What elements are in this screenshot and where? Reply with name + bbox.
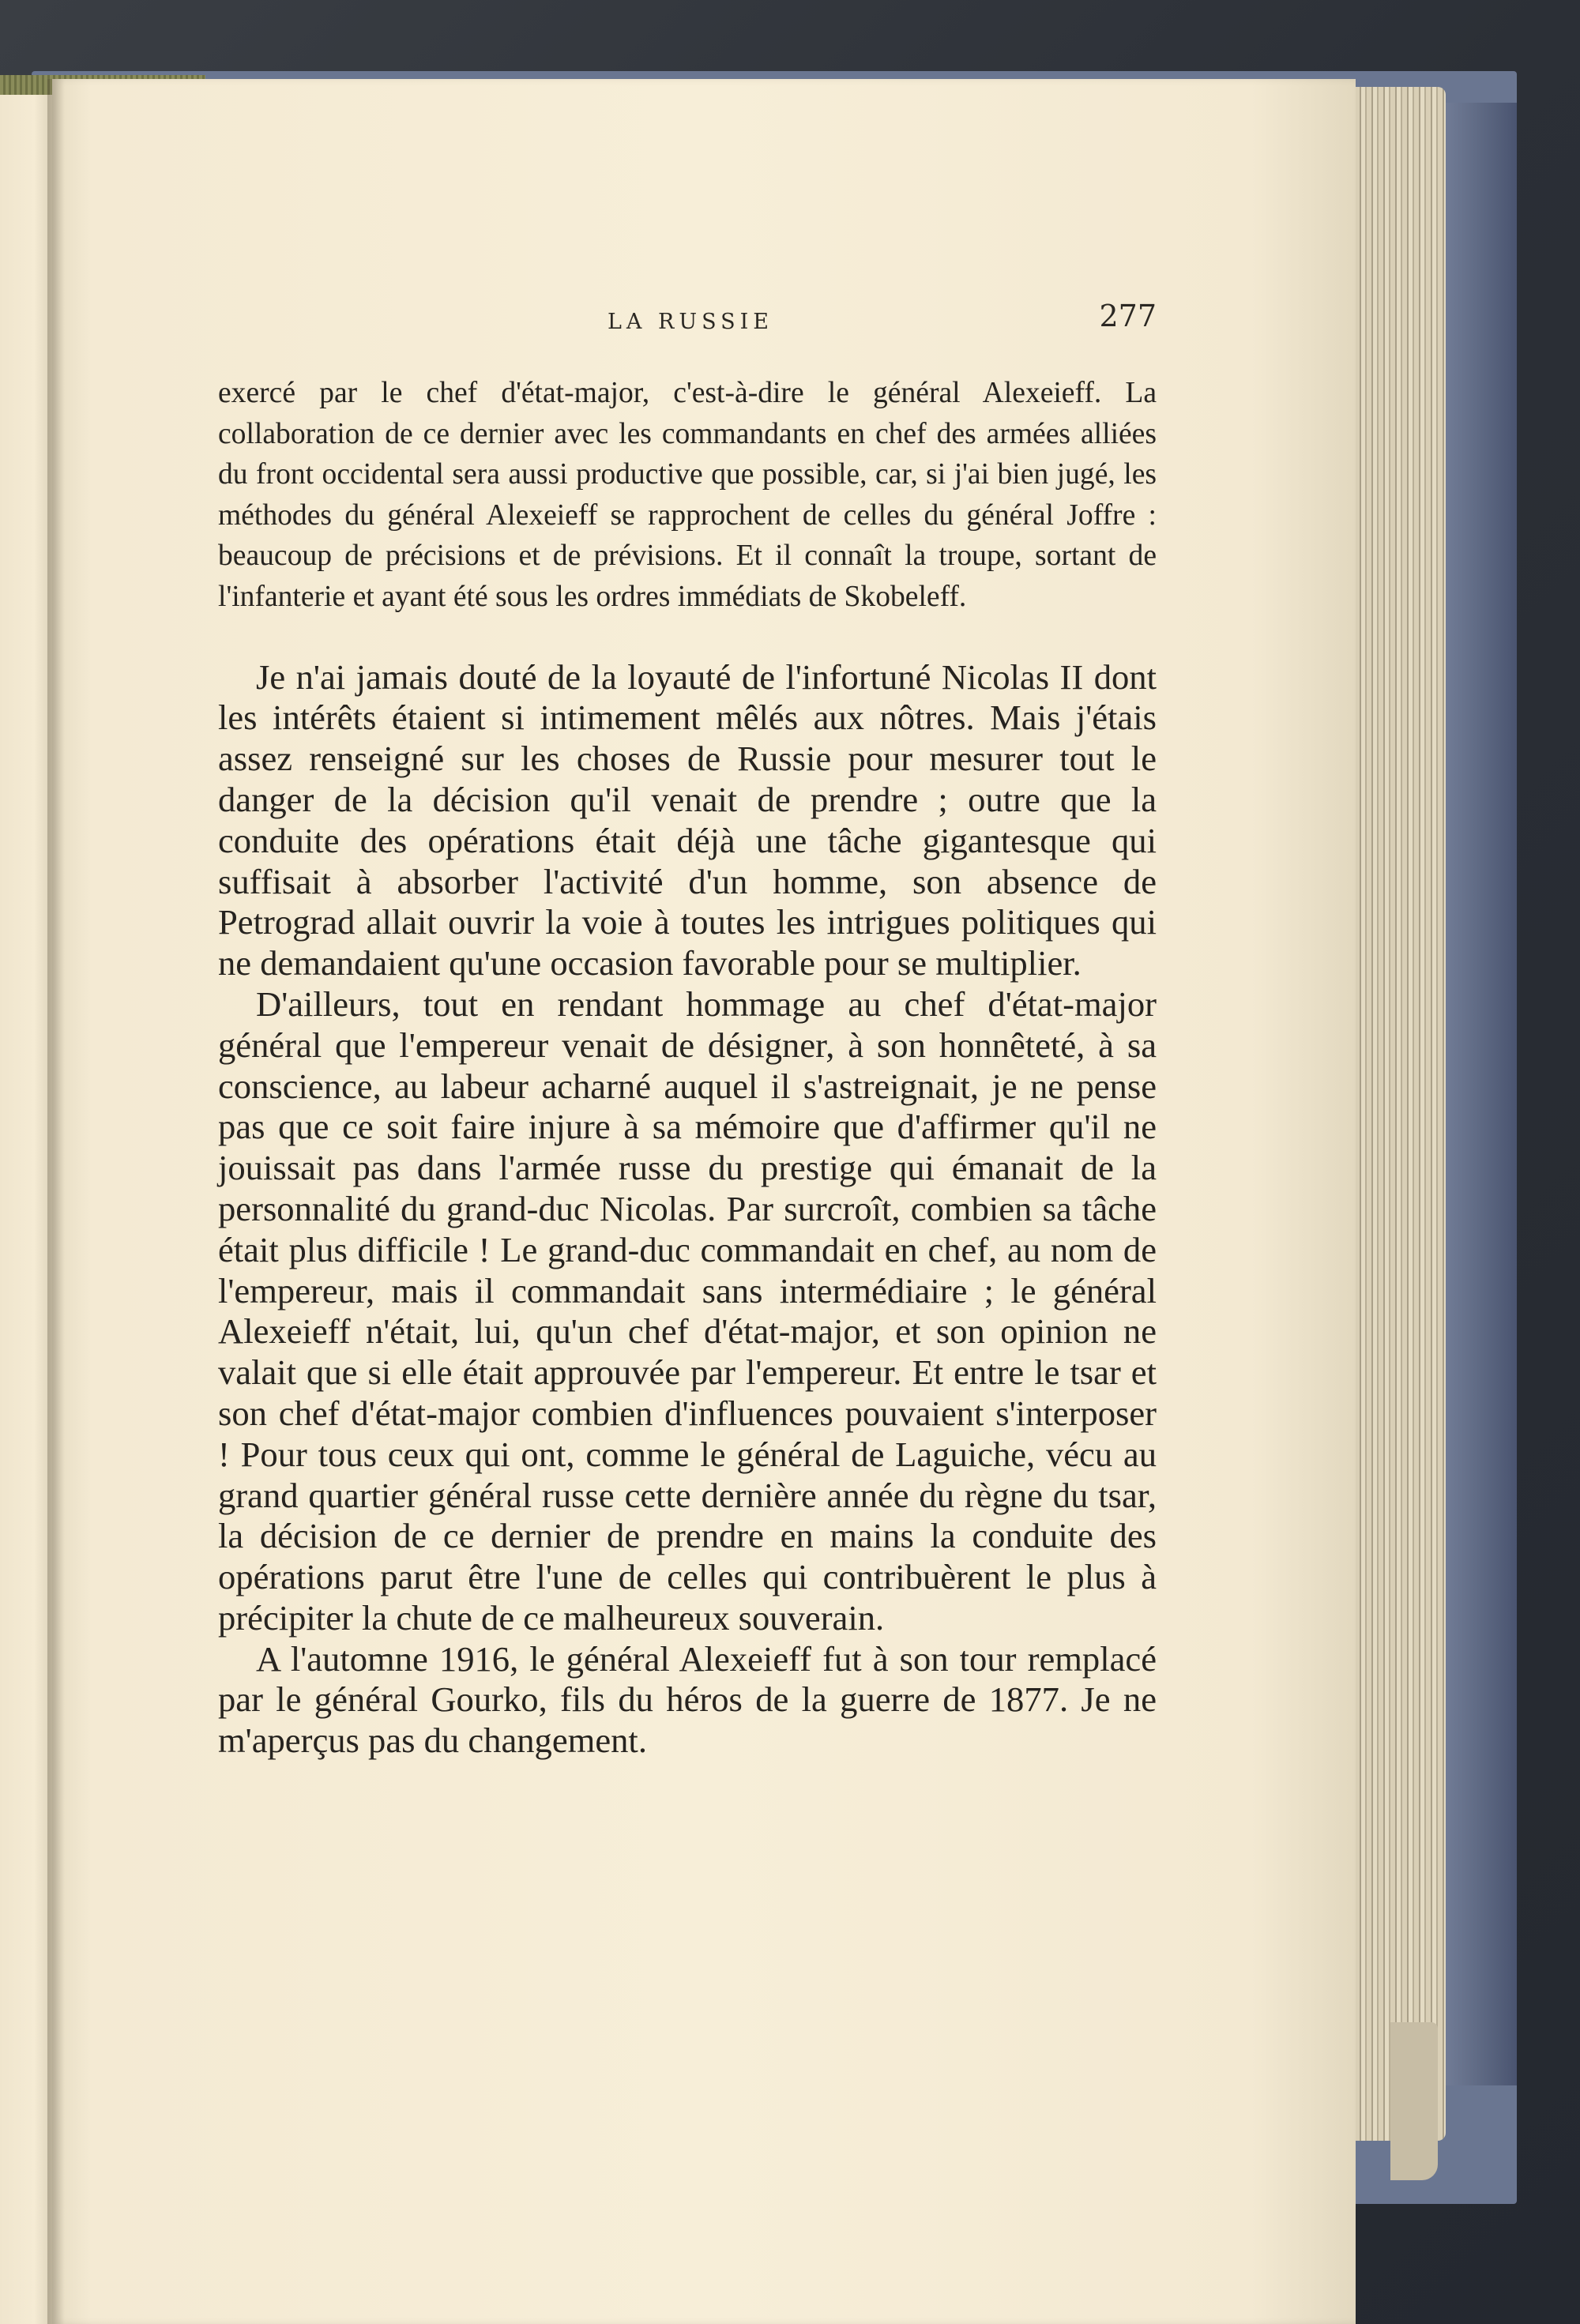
page-number: 277 — [1099, 299, 1157, 333]
paragraph: D'ailleurs, tout en rendant hommage au chef d'état-major général que l'empereur venait de désigner, à son honnêteté, à sa conscience, au labeur acharné auquel il s'astreignait, je ne pense pas que ce soit faire injure à sa mémoire que d'affirmer qu'il ne jouissait pas dans l'armée russe du prestige qui émanait de la personnalité du grand-duc Nicolas. Par surcroît, combien sa tâche était plus difficile ! Le grand-duc commandait en chef, au nom de l'empereur, mais il commandait sans intermédiaire ; le général Alexeieff n'était, lui, qu'un chef d'état-major, et son opinion ne valait que si elle était approuvée par l'empereur. Et entre le tsar et son chef d'état-major combien d'influences pouvaient s'interposer ! Pour tous ceux qui ont, comme le général de Laguiche, vécu au grand quartier général russe cette dernière année du règne du tsar, la décision de ce dernier de prendre en mains la conduite des opérations parut être l'une de celles qui contribuèrent le plus à précipiter la chute de ce malheureux souverain. — [218, 983, 1157, 1638]
page-gutter-shadow — [47, 79, 65, 2324]
page-edges-lower — [1390, 2022, 1438, 2180]
page-edges-stack — [1343, 87, 1446, 2141]
running-head — [216, 299, 1157, 346]
paragraph: Je n'ai jamais douté de la loyauté de l'infortuné Nicolas II dont les intérêts étaient si intimement mêlés aux nôtres. Mais j'étais assez renseigné sur les choses de Russie pour mesurer tout le danger de la décision qu'il venait de prendre ; outre que la conduite des opérations était déjà une tâche gigantesque qui suffisait à absorber l'activité d'un homme, son absence de Petrograd allait ouvrir la voie à toutes les intrigues politiques qui ne demandaient qu'une occasion favorable pour se multiplier. — [218, 656, 1157, 983]
body-text — [218, 373, 1157, 1762]
section-gap — [218, 618, 1157, 657]
running-head-title: LA RUSSIE — [608, 310, 773, 334]
paragraph: A l'automne 1916, le général Alexeieff fut à son tour remplacé par le général Gourko, fils du héros de la guerre de 1877. Je ne m'aperçus pas du changement. — [218, 1638, 1157, 1761]
paragraph-quotation: exercé par le chef d'état-major, c'est-à-dire le général Alexeieff. La collaboration de ce dernier avec les commandants en chef des armées alliées du front occidental sera aussi productive que possible, car, si j'ai bien jugé, les méthodes du général Alexeieff se rapprochent de celles du général Joffre : beaucoup de précisions et de prévisions. Et il connaît la troupe, sortant de l'infanterie et ayant été sous les ordres immédiats de Skobeleff. — [218, 377, 1157, 613]
